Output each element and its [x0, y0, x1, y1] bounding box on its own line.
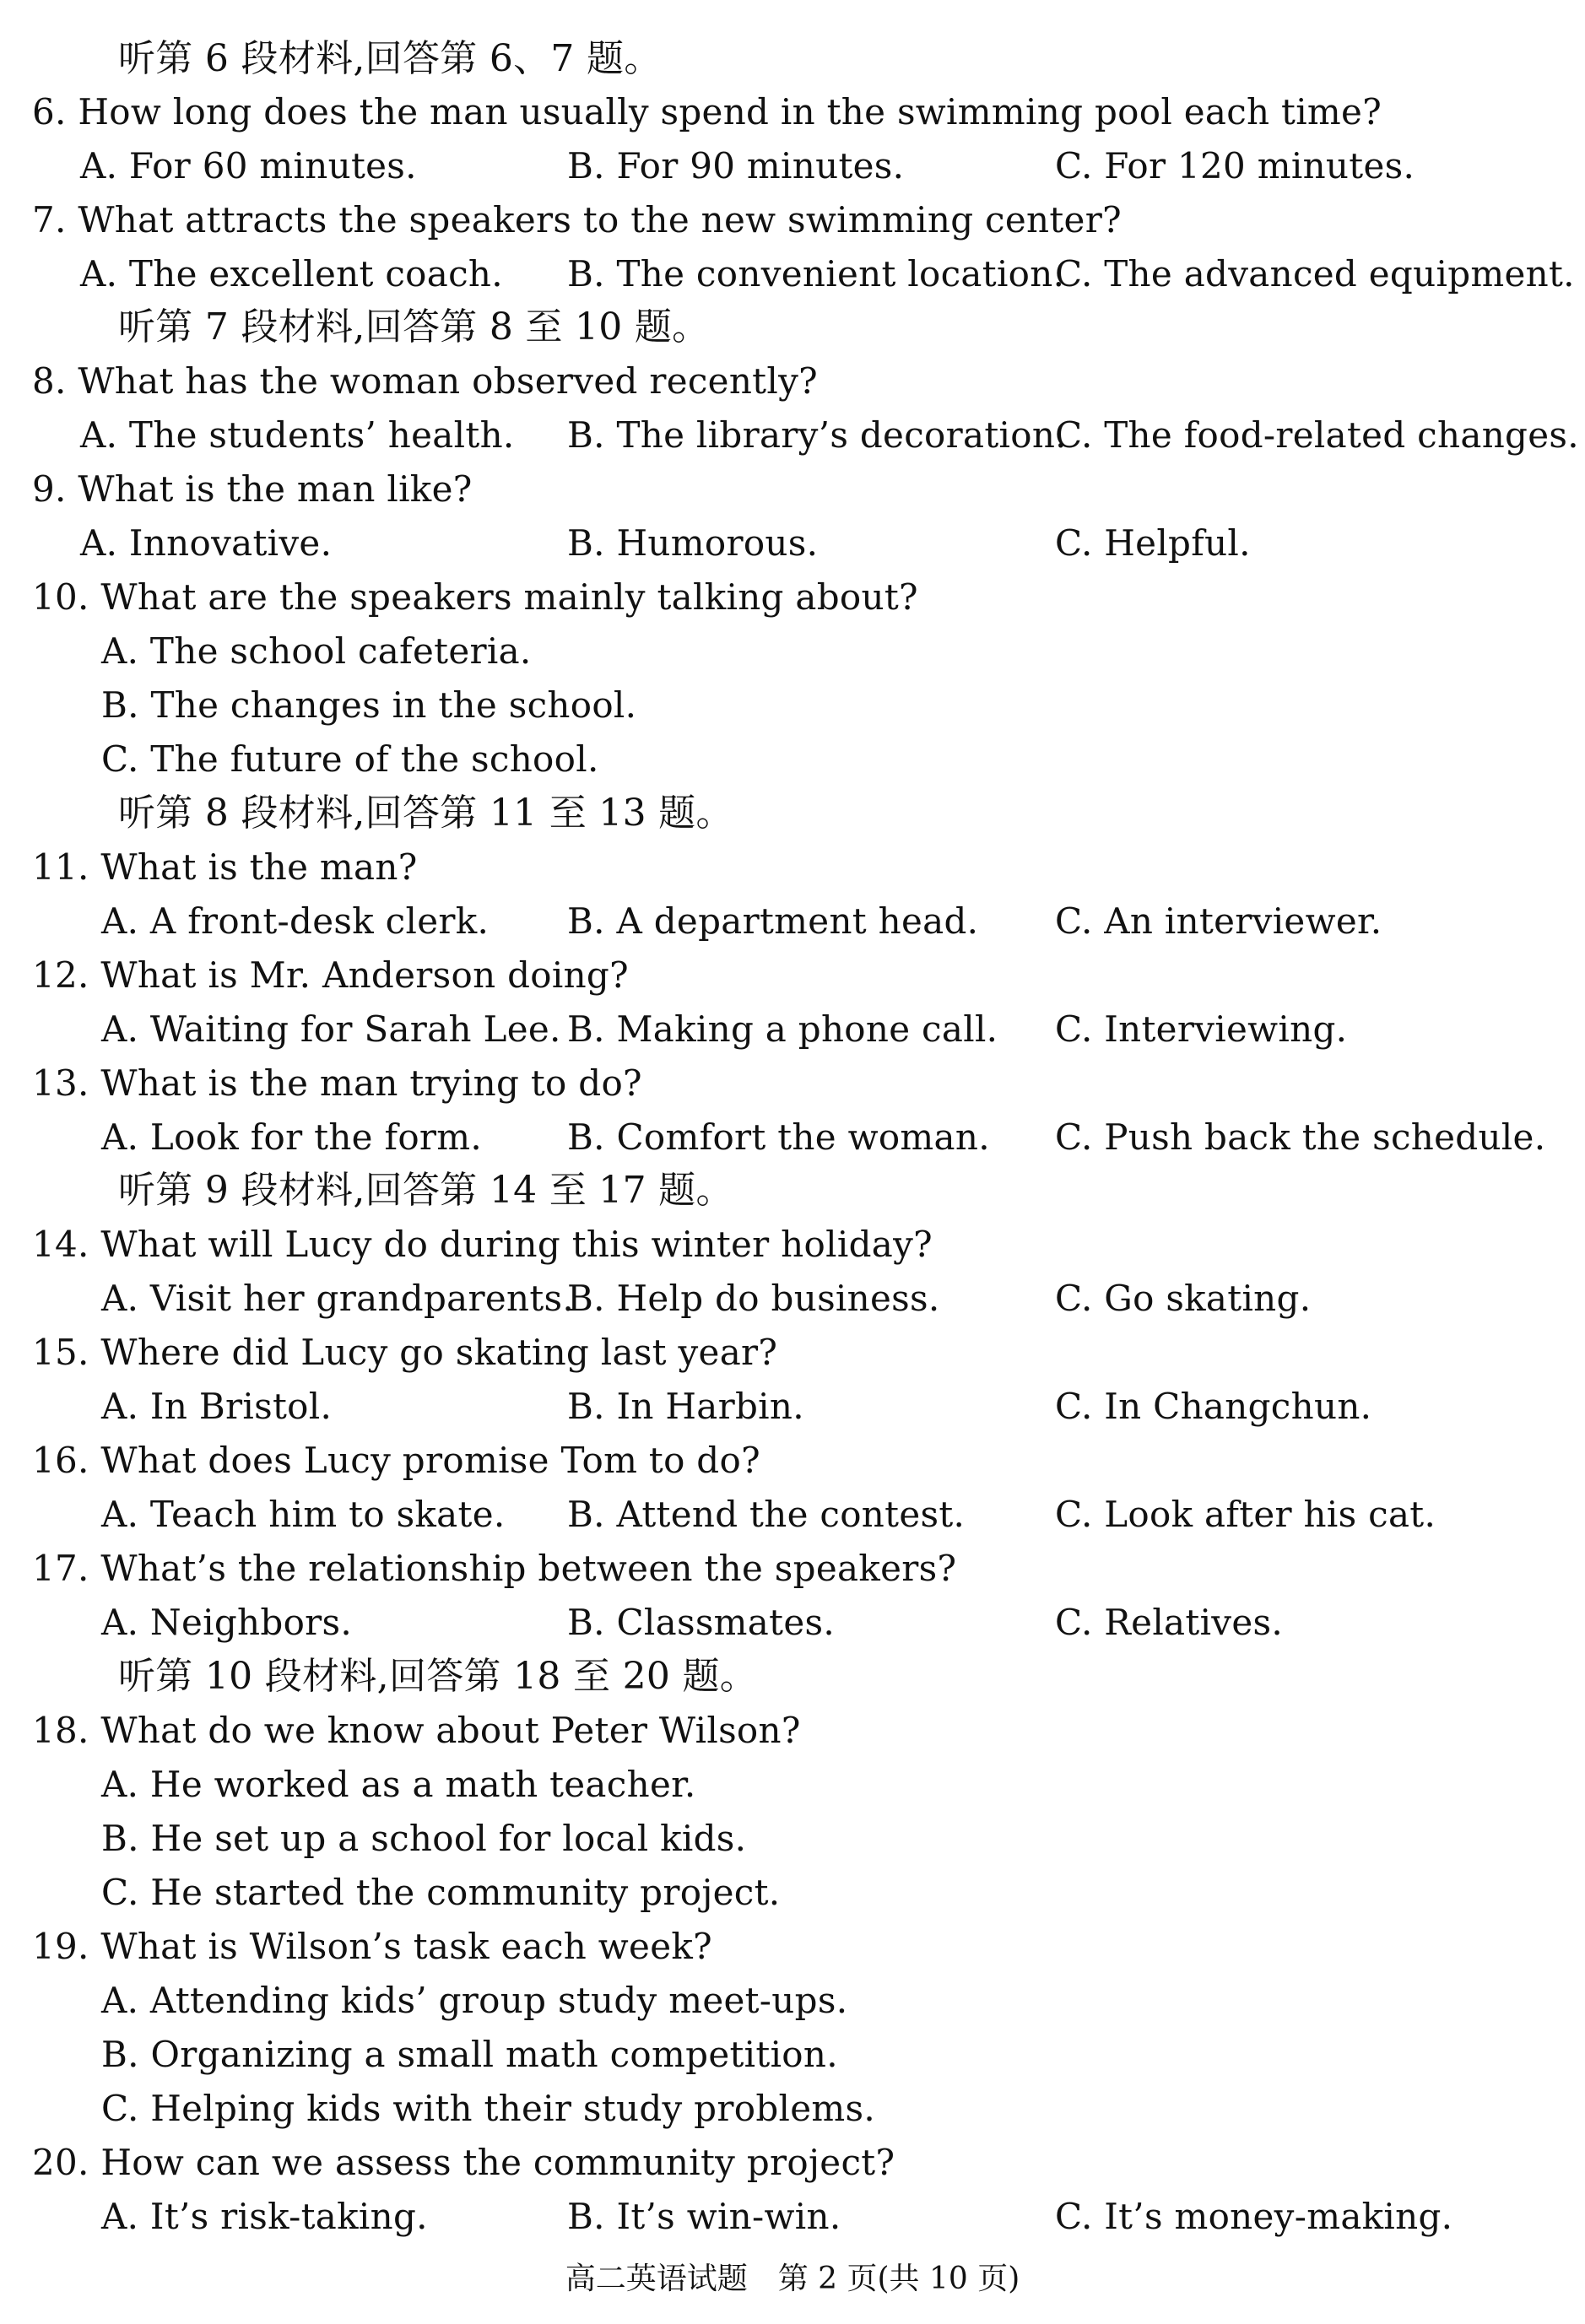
question-stem: 20. How can we assess the community project?: [32, 2142, 895, 2183]
option-a: A. Teach him to skate.: [101, 1494, 506, 1535]
section-heading: 听第 8 段材料,回答第 11 至 13 题。: [118, 792, 733, 835]
option-b: B. The library’s decoration.: [567, 414, 1067, 456]
option-a: A. Attending kids’ group study meet-ups.: [101, 1980, 848, 2021]
question-stem: 12. What is Mr. Anderson doing?: [32, 954, 629, 996]
option-c: C. Helping kids with their study problems.: [101, 2088, 876, 2129]
option-c: C. Interviewing.: [1055, 1008, 1348, 1050]
question-stem: 8. What has the woman observed recently?: [32, 360, 818, 402]
option-b: B. Humorous.: [567, 522, 819, 564]
question-stem: 7. What attracts the speakers to the new swimming center?: [32, 199, 1122, 241]
option-b: B. In Harbin.: [567, 1386, 804, 1427]
option-c: C. In Changchun.: [1055, 1386, 1372, 1427]
option-b: B. The changes in the school.: [101, 684, 637, 726]
option-a: A. Neighbors.: [101, 1602, 353, 1643]
question-stem: 9. What is the man like?: [32, 468, 473, 510]
option-c: C. It’s money-making.: [1055, 2196, 1453, 2237]
option-b: B. Classmates.: [567, 1602, 835, 1643]
page-footer: 高二英语试题 第 2 页(共 10 页): [565, 2262, 1020, 2296]
option-c: C. Look after his cat.: [1055, 1494, 1436, 1535]
question-stem: 11. What is the man?: [32, 846, 418, 888]
option-c: C. The advanced equipment.: [1055, 253, 1575, 295]
option-b: B. He set up a school for local kids.: [101, 1818, 747, 1859]
option-a: A. For 60 minutes.: [80, 145, 417, 186]
option-a: A. A front-desk clerk.: [101, 900, 490, 942]
option-c: C. The food-related changes.: [1055, 414, 1579, 456]
option-a: A. The excellent coach.: [80, 253, 503, 295]
option-b: B. For 90 minutes.: [567, 145, 905, 186]
option-a: A. In Bristol.: [101, 1386, 333, 1427]
option-a: A. He worked as a math teacher.: [101, 1764, 696, 1805]
option-c: C. Helpful.: [1055, 522, 1251, 564]
option-b: B. A department head.: [567, 900, 979, 942]
option-a: A. Look for the form.: [101, 1116, 483, 1158]
question-stem: 14. What will Lucy do during this winter holiday?: [32, 1224, 933, 1265]
option-b: B. Attend the contest.: [567, 1494, 966, 1535]
option-c: C. Push back the schedule.: [1055, 1116, 1546, 1158]
question-stem: 16. What does Lucy promise Tom to do?: [32, 1440, 760, 1481]
section-heading: 听第 10 段材料,回答第 18 至 20 题。: [118, 1655, 758, 1698]
option-c: C. The future of the school.: [101, 738, 599, 780]
question-stem: 10. What are the speakers mainly talking about?: [32, 576, 918, 618]
question-stem: 6. How long does the man usually spend in the swimming pool each time?: [32, 91, 1382, 132]
option-c: C. Go skating.: [1055, 1278, 1312, 1319]
question-stem: 17. What’s the relationship between the speakers?: [32, 1548, 957, 1589]
option-b: B. Making a phone call.: [567, 1008, 998, 1050]
question-stem: 13. What is the man trying to do?: [32, 1062, 642, 1104]
option-a: A. Visit her grandparents.: [101, 1278, 575, 1319]
option-b: B. Organizing a small math competition.: [101, 2034, 838, 2075]
option-a: A. Innovative.: [80, 522, 333, 564]
section-heading: 听第 7 段材料,回答第 8 至 10 题。: [118, 305, 710, 349]
option-b: B. Comfort the woman.: [567, 1116, 990, 1158]
option-a: A. It’s risk-taking.: [101, 2196, 428, 2237]
option-c: C. Relatives.: [1055, 1602, 1283, 1643]
section-heading: 听第 9 段材料,回答第 14 至 17 题。: [118, 1169, 733, 1212]
option-b: B. Help do business.: [567, 1278, 940, 1319]
option-c: C. For 120 minutes.: [1055, 145, 1415, 186]
option-a: A. Waiting for Sarah Lee.: [101, 1008, 561, 1050]
option-b: B. It’s win-win.: [567, 2196, 841, 2237]
option-a: A. The school cafeteria.: [101, 630, 532, 672]
option-c: C. He started the community project.: [101, 1872, 781, 1913]
option-c: C. An interviewer.: [1055, 900, 1382, 942]
option-b: B. The convenient location.: [567, 253, 1065, 295]
section-heading: 听第 6 段材料,回答第 6、7 题。: [118, 37, 662, 80]
question-stem: 19. What is Wilson’s task each week?: [32, 1926, 712, 1967]
option-a: A. The students’ health.: [80, 414, 515, 456]
question-stem: 18. What do we know about Peter Wilson?: [32, 1710, 801, 1751]
question-stem: 15. Where did Lucy go skating last year?: [32, 1332, 778, 1373]
